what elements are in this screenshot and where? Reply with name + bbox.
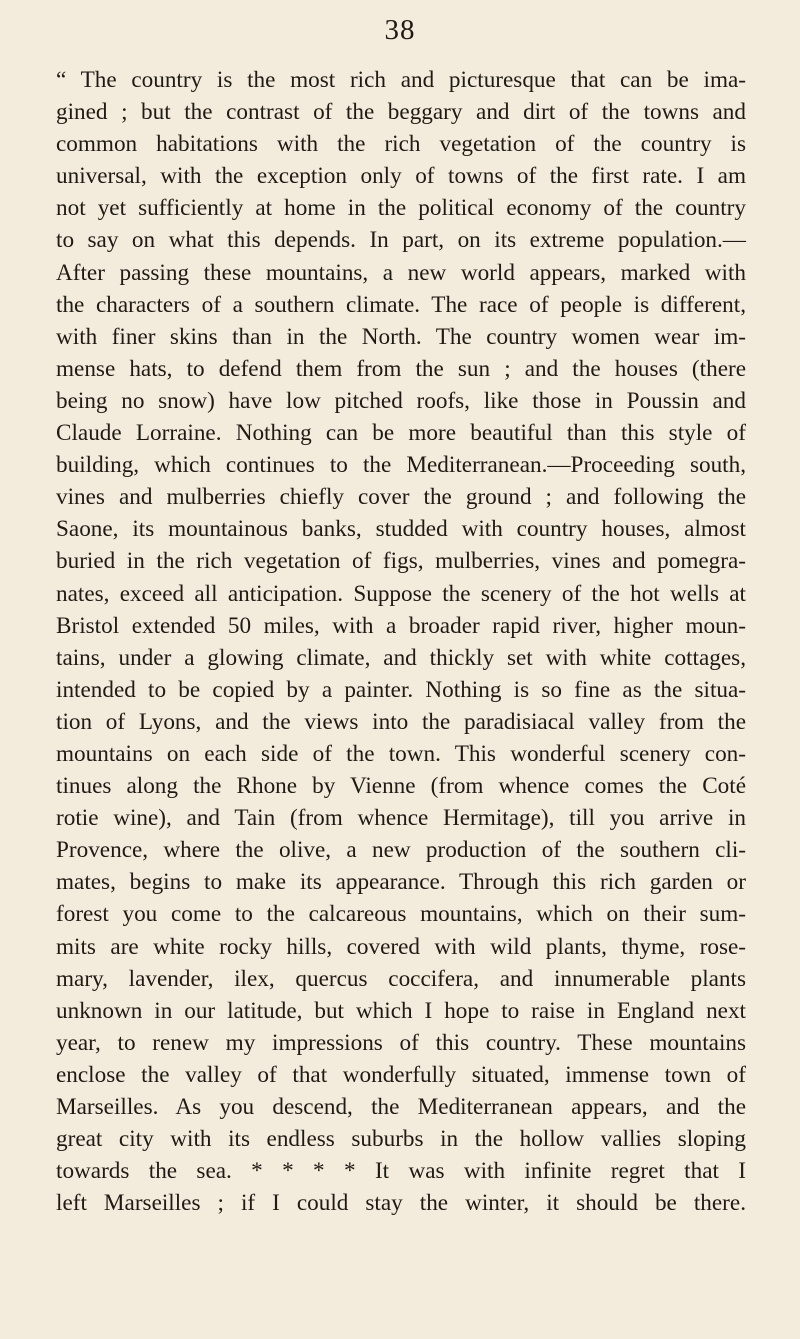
text-line: Provence, where the olive, a new production of the southern cli- xyxy=(56,837,746,864)
text-line: mits are white rocky hills, covered with wild plants, thyme, rose- xyxy=(56,933,746,960)
text-line: Claude Lorraine. Nothing can be more beautiful than this style of xyxy=(56,420,746,447)
text-line: great city with its endless suburbs in the hollow vallies sloping xyxy=(56,1126,746,1153)
text-line: mountains on each side of the town. This wonderful scenery con- xyxy=(56,740,746,767)
text-line: After passing these mountains, a new world appears, marked with xyxy=(56,259,746,286)
text-line: enclose the valley of that wonderfully situated, immense town of xyxy=(56,1061,746,1088)
text-line: universal, with the exception only of towns of the first rate. I am xyxy=(56,163,746,190)
text-line: mense hats, to defend them from the sun ; and the houses (there xyxy=(56,355,746,382)
text-line: Saone, its mountainous banks, studded with country houses, almost xyxy=(56,516,746,543)
text-line: Marseilles. As you descend, the Mediterranean appears, and the xyxy=(56,1094,746,1120)
text-line: vines and mulberries chiefly cover the ground ; and following the xyxy=(56,484,746,511)
text-line: tion of Lyons, and the views into the paradisiacal valley from the xyxy=(56,708,746,735)
text-line: nates, exceed all anticipation. Suppose the scenery of the hot wells at xyxy=(56,580,746,607)
text-line: towards the sea. * * * * It was with infinite regret that I xyxy=(56,1158,746,1185)
text-line: building, which continues to the Mediterranean.—Proceeding south, xyxy=(56,452,746,479)
text-line: tinues along the Rhone by Vienne (from whence comes the Coté xyxy=(56,773,746,800)
text-line: tains, under a glowing climate, and thickly set with white cottages, xyxy=(56,644,746,671)
text-line: common habitations with the rich vegetation of the country is xyxy=(56,131,746,158)
text-line: rotie wine), and Tain (from whence Hermitage), till you arrive in xyxy=(56,805,746,832)
text-line: unknown in our latitude, but which I hope to raise in England next xyxy=(56,997,746,1024)
body-text xyxy=(56,64,746,1219)
text-line: being no snow) have low pitched roofs, like those in Poussin and xyxy=(56,387,746,414)
text-line: buried in the rich vegetation of figs, mulberries, vines and pomegra- xyxy=(56,548,746,575)
text-line: gined ; but the contrast of the beggary and dirt of the towns and xyxy=(56,99,746,126)
text-line: not yet sufficiently at home in the political economy of the country xyxy=(56,195,746,222)
text-line: forest you come to the calcareous mountains, which on their sum- xyxy=(56,901,746,928)
text-line: year, to renew my impressions of this country. These mountains xyxy=(56,1029,746,1056)
text-line: the characters of a southern climate. The race of people is different, xyxy=(56,291,746,318)
page-number: 38 xyxy=(384,14,416,46)
text-line: left Marseilles ; if I could stay the winter, it should be there. xyxy=(56,1190,746,1217)
text-line: to say on what this depends. In part, on its extreme population.— xyxy=(56,227,746,254)
text-line: “ The country is the most rich and picturesque that can be ima- xyxy=(56,67,746,93)
text-line: mary, lavender, ilex, quercus coccifera, and innumerable plants xyxy=(56,965,746,992)
text-line: with finer skins than in the North. The country women wear im- xyxy=(56,323,746,350)
text-line: Bristol extended 50 miles, with a broader rapid river, higher moun- xyxy=(56,612,746,639)
text-line: mates, begins to make its appearance. Through this rich garden or xyxy=(56,869,746,896)
text-line: intended to be copied by a painter. Nothing is so fine as the situa- xyxy=(56,676,746,703)
